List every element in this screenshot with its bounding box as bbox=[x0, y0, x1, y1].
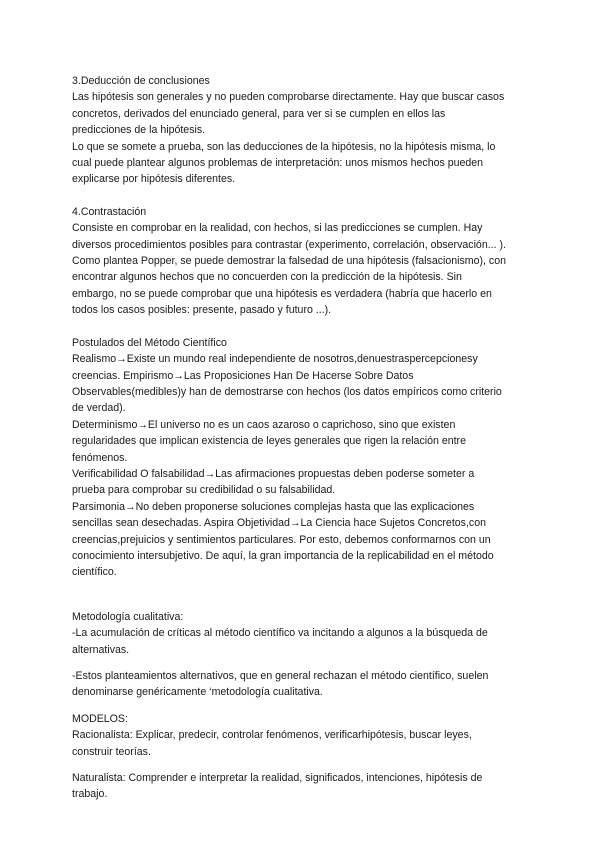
paragraph-line: encontrar algunos hechos que no concuerden con la predicción de la hipótesis. Sin bbox=[72, 271, 462, 284]
paragraph-line: todos los casos posibles: presente, pasado y futuro ...). bbox=[72, 304, 332, 317]
paragraph-line: fenómenos. bbox=[72, 451, 128, 464]
paragraph-line: diversos procedimientos posibles para contrastar (experimento, correlación, observación... ). bbox=[72, 238, 506, 251]
paragraph-line: Observables(medibles)y han de demostrarse con hechos (los datos empíricos como criterio bbox=[72, 385, 502, 398]
paragraph-line: conocimiento intersubjetivo. De aquí, la gran importancia de la replicabilidad en el método bbox=[72, 549, 494, 562]
paragraph-line: trabajo. bbox=[72, 788, 108, 801]
paragraph-line: -La acumulación de críticas al método científico va incitando a algunos a la búsqueda de bbox=[72, 627, 488, 640]
section-cualitativa bbox=[72, 609, 522, 701]
section-heading: 3.Deducción de conclusiones bbox=[72, 75, 210, 87]
paragraph-line: predicciones de la hipótesis. bbox=[72, 124, 206, 137]
paragraph-line: Naturalista: Comprender e interpretar la realidad, significados, intenciones, hipótesis de bbox=[72, 772, 483, 785]
paragraph-line: construir teorías. bbox=[72, 745, 151, 758]
section-heading: 4.Contrastación bbox=[72, 205, 147, 218]
paragraph-line: prueba para comprobar su credibilidad o su falsabilidad. bbox=[72, 484, 336, 497]
paragraph-line: Consiste en comprobar en la realidad, con hechos, si las predicciones se cumplen. Hay bbox=[72, 222, 483, 235]
section-modelos bbox=[72, 711, 522, 803]
section-postulados bbox=[72, 335, 522, 581]
section-heading: Metodología cualitativa: bbox=[72, 610, 184, 623]
paragraph-line: cual puede plantear algunos problemas de interpretación: unos mismos hechos pueden bbox=[72, 157, 484, 170]
paragraph-line: Racionalista: Explicar, predecir, controlar fenómenos, verificarhipótesis, buscar leyes, bbox=[72, 729, 472, 742]
paragraph-line: creencias,prejuicios y sentimientos particulares. Por esto, debemos conformarnos con un bbox=[72, 533, 491, 546]
paragraph-line: Como plantea Popper, se puede demostrar la falsedad de una hipótesis (falsacionismo), con bbox=[72, 255, 507, 268]
paragraph-line: embargo, no se puede comprobar que una hipótesis es verdadera (habría que hacerlo en bbox=[72, 287, 492, 300]
section-heading: MODELOS: bbox=[72, 712, 128, 725]
paragraph-line: científico. bbox=[72, 566, 117, 579]
paragraph-line: de verdad). bbox=[72, 402, 126, 415]
paragraph-line: concretos, derivados del enunciado general, para ver si se cumplen en ellos las bbox=[72, 107, 446, 120]
document-page bbox=[72, 73, 522, 803]
paragraph-line: regularidades que implican existencia de leyes generales que rigen la relación entre bbox=[72, 435, 466, 448]
paragraph-line: alternativas. bbox=[72, 643, 130, 656]
paragraph-line: denominarse genéricamente ‘metodología cualitativa. bbox=[72, 686, 323, 699]
paragraph-line: Determinismo→El universo no es un caos azaroso o caprichoso, sino que existen bbox=[72, 418, 456, 431]
paragraph-line: -Estos planteamientos alternativos, que en general rechazan el método científico, suelen bbox=[72, 670, 489, 682]
paragraph-line: Las hipótesis son generales y no pueden comprobarse directamente. Hay que buscar casos bbox=[72, 91, 505, 104]
paragraph-line: Verificabilidad O falsabilidad→Las afirmaciones propuestas deben poderse someter a bbox=[72, 467, 475, 480]
paragraph-line: explicarse por hipótesis diferentes. bbox=[72, 173, 236, 186]
paragraph-line: Realismo→Existe un mundo real independiente de nosotros,denuestraspercepcionesy bbox=[72, 353, 478, 366]
paragraph-line: Parsimonia→No deben proponerse soluciones complejas hasta que las explicaciones bbox=[72, 500, 475, 513]
paragraph-line: creencias. Empirismo→Las Proposiciones Han De Hacerse Sobre Datos bbox=[72, 369, 414, 382]
paragraph-line: sencillas sean desechadas. Aspira Objetividad→La Ciencia hace Sujetos Concretos,con bbox=[72, 517, 486, 530]
section-deduccion bbox=[72, 73, 522, 188]
section-heading: Postulados del Método Científico bbox=[72, 336, 227, 349]
section-contrastacion bbox=[72, 204, 522, 319]
paragraph-line: Lo que se somete a prueba, son las deducciones de la hipótesis, no la hipótesis misma, lo bbox=[72, 140, 496, 153]
